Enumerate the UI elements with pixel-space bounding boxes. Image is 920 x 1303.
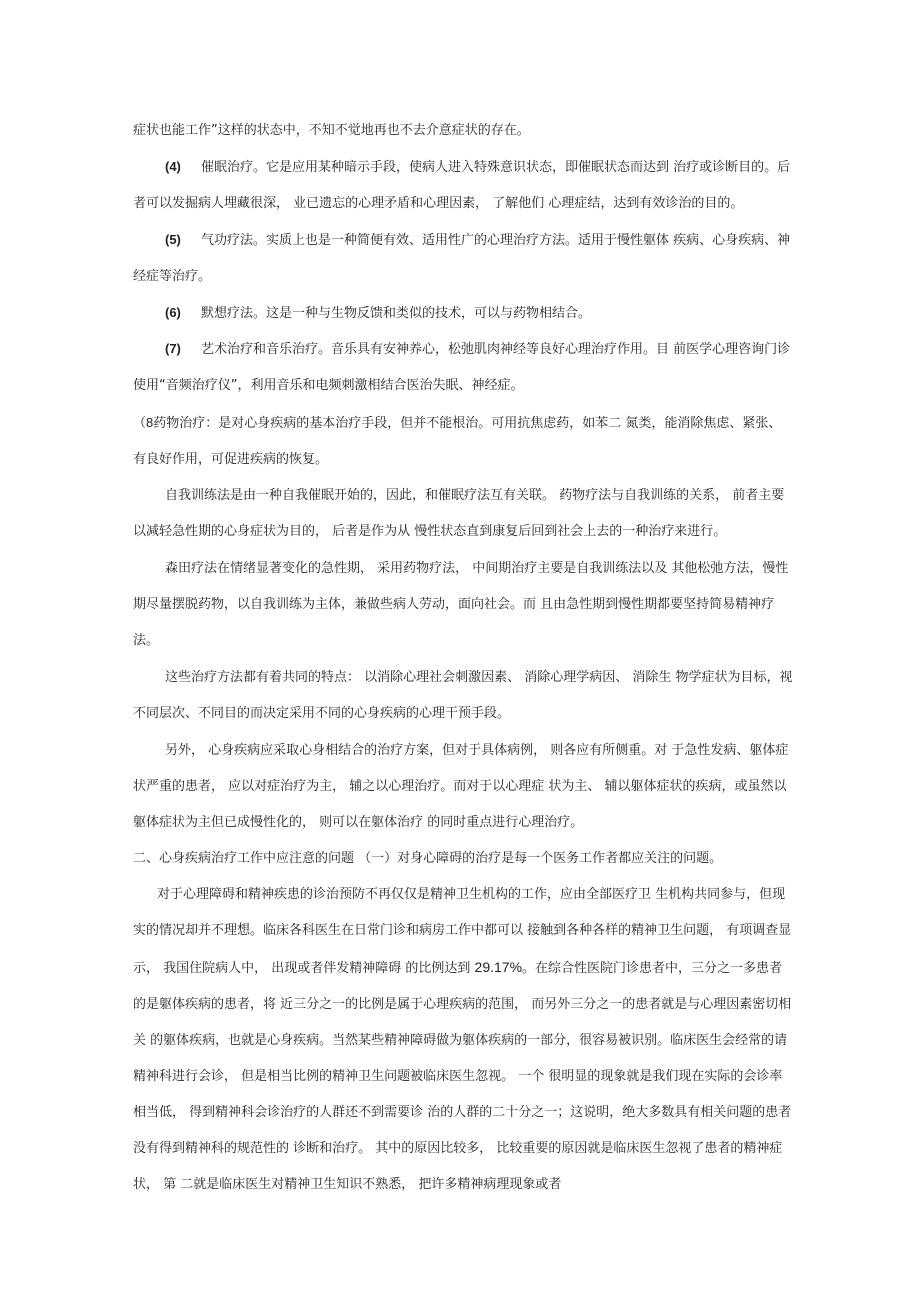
paragraph-art-music: (7) 艺术治疗和音乐治疗。音乐具有安神养心，松弛肌肉神经等良好心理治疗作用。目 前医学心理咨询门诊使用“音频治疗仪”，利用音乐和电频刺激相结合医治失眠、神经症。 [133, 331, 793, 404]
paragraph-hypnosis: (4) 催眠治疗。它是应用某种暗示手段，使病人进入特殊意识状态，即催眠状态而达到 治疗或诊断目的。后者可以发掘病人埋藏很深， 业已遗忘的心理矛盾和心理因素， 了解他们 心理症结，达到有效诊治的目的。 [133, 149, 793, 222]
item-number: (7) [165, 341, 181, 356]
paragraph-qigong: (5) 气功疗法。实质上也是一种简便有效、适用性广的心理治疗方法。适用于慢性躯体 疾病、心身疾病、神经症等治疗。 [133, 222, 793, 295]
section-heading: 二、心身疾病治疗工作中应注意的问题 （一）对身心障碍的治疗是每一个医务工作者都应关注的问题。 [133, 851, 723, 866]
item-number: 8 [146, 415, 154, 430]
item-number: (5) [165, 232, 181, 247]
paragraph-mental-health-issues: 对于心理障碍和精神疾患的诊治预防不再仅仅是精神卫生机构的工作，应由全部医疗卫 生机构共同参与，但现实的情况却并不理想。临床各科医生在日常门诊和病房工作中都可以 接触到各种各样的精神卫生问题， 有项调查显示， 我国住院病人中， 出现或者伴发精神障碍 的比例达到 29.17%。在综合性医院门诊患者中，三分之一多患者的是躯体疾病的患者，将 近三分之一的比例是属于心理疾病的范围， 而另外三分之一的患者就是与心理因素密切相关 的躯体疾病，也就是心身疾病。当然某些精神障碍做为躯体疾病的一部分，很容易被识别。临床医生会经常的请精神科进行会诊， 但是相当比例的精神卫生问题被临床医生忽视。 一个 很明显的现象就是我们现在实际的会诊率相当低， 得到精神科会诊治疗的人群还不到需要诊 治的人群的二十分之一；这说明，绝大多数具有相关问题的患者没有得到精神科的规范性的 诊断和治疗。 其中的原因比较多， 比较重要的原因就是临床医生忽视了患者的精神症状， 第 二就是临床医生对精神卫生知识不熟悉， 把许多精神病理现象或者 [133, 887, 792, 1192]
paragraph-medication: （8药物治疗：是对心身疾病的基本治疗手段，但并不能根治。可用抗焦虑药，如苯二 氮类，能消除焦虑、紧张、有良好作用，可促进疾病的恢复。 [133, 415, 782, 467]
paragraph-common-features: 这些治疗方法都有着共同的特点： 以消除心理社会刺激因素、 消除心理学病因、 消除生 物学症状为目标，视不同层次、不同目的而决定采用不同的心身疾病的心理干预手段。 [133, 670, 793, 721]
paragraph-morita: 森田疗法在情绪显著变化的急性期， 采用药物疗法， 中间期治疗主要是自我训练法以及 其他松弛方法，慢性期尽量摆脱药物，以自我训练为主体，兼做些病人劳动，面向社会。而 且由急性期到慢性期都要坚持简易精神疗法。 [133, 561, 789, 648]
item-number: (6) [165, 305, 181, 320]
item-number: (4) [165, 159, 181, 174]
paragraph-self-training: 自我训练法是由一种自我催眠开始的，因此，和催眠疗法互有关联。 药物疗法与自我训练的关系， 前者主要以减轻急性期的心身症状为目的， 后者是作为从 慢性状态直到康复后回到社会上去的一种治疗来进行。 [133, 488, 785, 539]
paragraph-continuation: 症状也能工作”这样的状态中，不知不觉地再也不去介意症状的存在。 [133, 123, 530, 138]
paragraph-meditation: (6) 默想疗法。这是一种与生物反馈和类似的技术，可以与药物相结合。 [133, 295, 793, 332]
paragraph-combined-treatment: 另外， 心身疾病应采取心身相结合的治疗方案，但对于具体病例， 则各应有所侧重。对 于急性发病、躯体症状严重的患者， 应以对症治疗为主， 辅之以心理治疗。而对于以心理症 状为主、 辅以躯体症状的疾病，或虽然以躯体症状为主但已成慢性化的， 则可以在躯体治疗 的同时重点进行心理治疗。 [133, 743, 789, 830]
percentage-value: 29.17% [474, 959, 523, 975]
